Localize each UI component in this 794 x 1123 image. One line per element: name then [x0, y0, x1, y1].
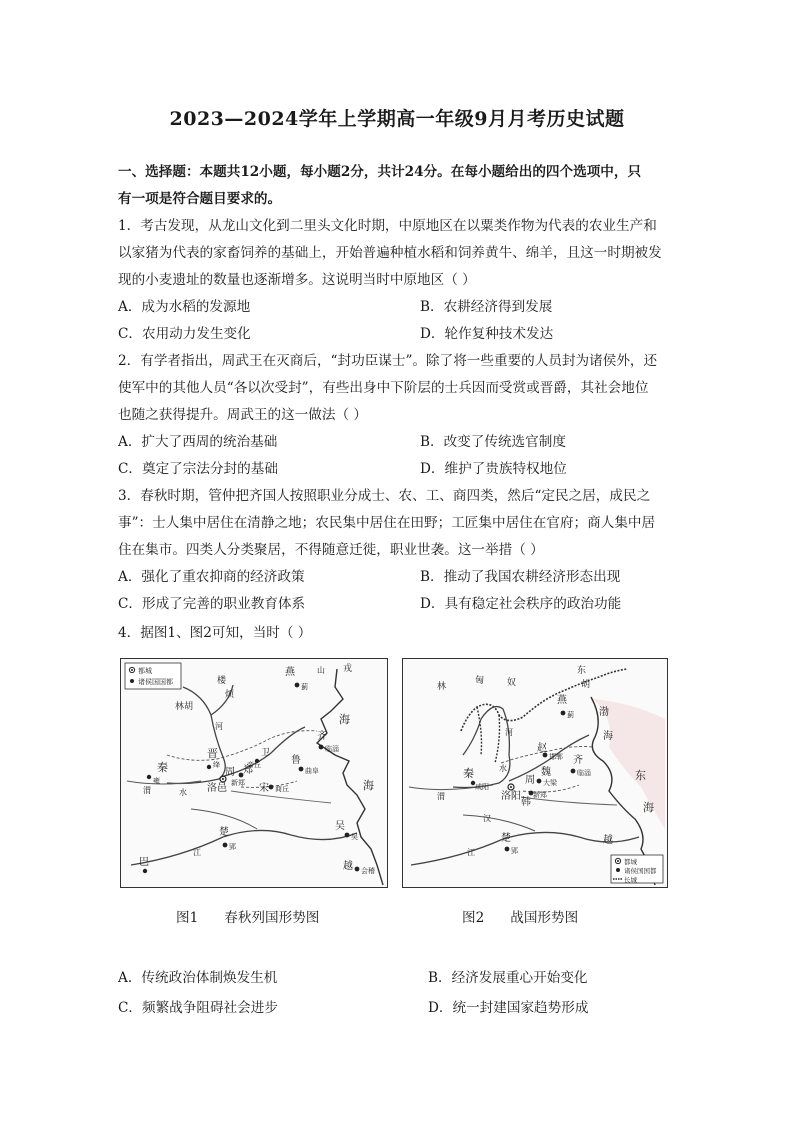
- map-1-label-qufu: 曲阜: [305, 767, 319, 775]
- map-2-label-xinzheng: 新郑: [533, 791, 547, 799]
- q1-option-d[interactable]: D．轮作复种技术发达: [420, 326, 554, 342]
- map-2-legend-wall: 长城: [624, 876, 637, 884]
- map-1-label-fan: 烦: [225, 690, 235, 700]
- map-2-label-hai-1: 海: [603, 731, 613, 742]
- map-2-label-yue: 越: [603, 835, 613, 846]
- map-1-city-kuaiji: [355, 867, 360, 872]
- q2-line-1: 2．有学者指出，周武王在灭商后，“封功臣谋士”。除了将一些重要的人员封为诸侯外，还: [118, 353, 658, 369]
- q4-option-b[interactable]: B．经济发展重心开始变化: [428, 970, 588, 986]
- map-1-label-zhou: 周: [225, 767, 235, 778]
- map-2-label-bo: 渤: [599, 707, 609, 718]
- map-1-label-yan: 燕: [285, 667, 295, 678]
- map-1-label-yong: 雍: [153, 777, 160, 785]
- q2-option-c[interactable]: C．奠定了宗法分封的基础: [118, 461, 278, 477]
- map-1-city-ying: [223, 843, 228, 848]
- caption-figure-2-title: 战国形势图: [510, 910, 579, 926]
- map-2-label-ji: 蓟: [567, 711, 574, 719]
- map-1-label-wei-river: 渭: [143, 786, 151, 795]
- map-2-legend-state-capital: 诸侯国国都: [624, 867, 657, 875]
- map-1-coastline: [317, 669, 383, 885]
- map-spring-autumn: [120, 658, 388, 888]
- map-2-label-jiang: 江: [467, 848, 475, 857]
- map-2-city-daliang: [537, 779, 542, 784]
- q3-option-b[interactable]: B．推动了我国农耕经济形态出现: [420, 569, 621, 585]
- map-1-label-linhu: 林胡: [175, 702, 194, 712]
- map-2-label-linzi: 临淄: [577, 769, 591, 777]
- map-1-city-yong: [147, 775, 151, 779]
- q4-option-a[interactable]: A．传统政治体制焕发生机: [118, 970, 278, 986]
- map-2-drawing: [403, 659, 667, 887]
- map-1-label-wu-state: 吴: [335, 821, 345, 832]
- map-1-label-shangqiu: 商丘: [275, 785, 289, 793]
- map-1-label-song: 宋: [259, 783, 269, 794]
- q3-option-d[interactable]: D．具有稳定社会秩序的政治功能: [420, 596, 622, 612]
- map-2-label-zhao: 赵: [537, 743, 547, 754]
- map-1-city-shangqiu: [269, 785, 274, 790]
- map-1-label-rong: 戎: [343, 664, 353, 674]
- map-1-label-shan: 山: [317, 666, 325, 675]
- map-2-label-han: 韩: [521, 797, 531, 808]
- map-2-label-wei-river: 渭: [437, 792, 445, 801]
- map-1-city-ba: [143, 869, 147, 873]
- q1-option-b[interactable]: B．农耕经济得到发展: [420, 299, 553, 315]
- map-2-label-xiong: 匈: [475, 676, 485, 686]
- map-1-drawing: [121, 659, 387, 887]
- map-1-label-he: 河: [215, 722, 223, 731]
- map-1-legend-state-capital: 诸侯国国都: [138, 678, 173, 686]
- q4-option-d[interactable]: D．统一封建国家趋势形成: [428, 1000, 589, 1016]
- map-1-label-qi: 齐: [317, 731, 327, 742]
- map-1-label-chu: 楚: [219, 827, 229, 838]
- map-1-city-ji: [295, 683, 300, 688]
- map-1-label-water-1: 水: [179, 788, 187, 797]
- map-2-city-ying: [505, 847, 510, 852]
- q3-option-c[interactable]: C．形成了完善的职业教育体系: [118, 596, 306, 612]
- map-1-label-diqiu: 帝丘: [247, 761, 261, 769]
- map-2-great-wall: [461, 669, 627, 731]
- map-1-label-lu: 鲁: [291, 755, 301, 766]
- q1-option-a[interactable]: A．成为水稻的发源地: [118, 299, 251, 315]
- map-1-label-wu-city: 吴: [351, 833, 358, 841]
- map-2-label-ying: 郢: [511, 847, 518, 855]
- map-1-yangtze-river: [131, 830, 357, 865]
- section-heading-line-1: 一、选择题：本题共12小题，每小题2分，共计24分。在每小题给出的四个选项中，只: [118, 164, 642, 180]
- map-1-label-jin: 晋: [207, 747, 218, 760]
- map-2-label-dong: 东: [577, 666, 587, 676]
- q2-option-d[interactable]: D．维护了贵族特权地位: [420, 461, 567, 477]
- map-1-label-ba: 巴: [139, 857, 149, 868]
- map-1-label-yue: 越: [343, 861, 353, 872]
- section-heading-line-2: 有一项是符合题目要求的。: [118, 191, 282, 207]
- map-1-han-river: [191, 809, 257, 829]
- caption-figure-1-number: 图1: [176, 910, 199, 926]
- map-2-label-daliang: 大梁: [543, 779, 557, 787]
- map-2-han-river: [463, 815, 535, 831]
- map-1-label-ji: 蓟: [301, 683, 308, 691]
- svg-text:海: 海: [363, 779, 374, 792]
- q4-option-c[interactable]: C．频繁战争阻碍社会进步: [118, 1000, 278, 1016]
- page-title: 2023—2024学年上学期高一年级9月月考历史试题: [169, 108, 625, 130]
- map-2-label-han-river: 汉: [483, 814, 491, 823]
- map-1-label-ying: 郢: [229, 843, 236, 851]
- map-1-label-kuaiji: 会稽: [361, 867, 375, 875]
- map-2-sea-shade: [593, 699, 665, 829]
- map-1-city-jiang: [207, 765, 211, 769]
- map-2-label-yan: 燕: [557, 695, 567, 706]
- q1-line-2: 以家猪为代表的家畜饲养的基础上，开始普遍种植水稻和饲养黄牛、绵羊，且这一时期被发: [118, 245, 662, 261]
- map-2-label-shui: 水: [499, 764, 507, 773]
- map-1-label-jiang: 绛: [213, 761, 220, 769]
- map-2-label-qi: 齐: [573, 755, 583, 766]
- map-2-legend-capital: 都城: [624, 858, 637, 866]
- q1-line-1: 1．考古发现，从龙山文化到二里头文化时期，中原地区在以粟类作物为代表的农业生产和: [118, 218, 657, 234]
- q3-line-2: 事”：士人集中居住在清静之地；农民集中居住在田野；工匠集中居住在官府；商人集中居: [118, 515, 656, 531]
- map-2-label-xianyang: 咸阳: [475, 783, 489, 791]
- map-1-label-wei-state: 卫: [261, 748, 271, 758]
- map-2-label-nu: 奴: [507, 678, 517, 688]
- q3-line-3: 住在集市。四类人分类聚居，不得随意迁徙，职业世袭。这一举措（ ）: [118, 542, 544, 558]
- map-2-city-ji: [561, 711, 566, 716]
- map-2-city-linzi: [571, 769, 576, 774]
- map-2-label-luoyang: 洛阳: [501, 791, 521, 802]
- map-2-label-zhou: 周: [525, 775, 535, 786]
- q4-stem: 4．据图1、图2可知，当时（ ）: [118, 625, 312, 641]
- map-2-label-hu: 胡: [581, 680, 591, 690]
- q1-line-3: 现的小麦遗址的数量也逐渐增多。这说明当时中原地区（ ）: [118, 272, 476, 288]
- map-2-label-dong-sea: 东: [635, 769, 646, 782]
- caption-figure-1-title: 春秋列国形势图: [224, 910, 320, 926]
- map-1-label-jiang-river: 江: [193, 848, 201, 857]
- map-2-label-hai-2: 海: [643, 801, 654, 814]
- q2-option-b[interactable]: B．改变了传统选官制度: [420, 434, 566, 450]
- q2-option-a[interactable]: A．扩大了西周的统治基础: [118, 434, 278, 450]
- map-1-label-qin: 秦: [157, 761, 168, 774]
- map-1-label-sea-1: 海: [339, 713, 350, 726]
- map-warring-states: [402, 658, 668, 888]
- q2-line-2: 使军中的其他人员“各以次受封”，有些出身中下阶层的士兵因而受赏或晋爵，其社会地位: [118, 380, 649, 396]
- map-2-label-chu: 楚: [501, 833, 511, 844]
- map-1-legend-capital: 都城: [138, 667, 152, 675]
- map-1-label-linzi: 临淄: [325, 745, 339, 753]
- map-1-yellow-river: [167, 685, 305, 784]
- map-1-city-wu: [345, 833, 350, 838]
- map-2-label-handan: 邯郸: [549, 753, 563, 761]
- q2-line-3: 也随之获得提升。周武王的这一做法（ ）: [118, 407, 368, 423]
- map-1-label-zheng: 郑: [243, 765, 253, 776]
- map-2-label-wei: 魏: [541, 767, 551, 778]
- map-1-city-linzi: [319, 745, 324, 750]
- caption-figure-2: [462, 906, 604, 926]
- map-1-legend-state-capital-symbol: [130, 679, 134, 683]
- map-2-label-qin: 秦: [463, 767, 474, 780]
- map-2-label-lin: 林: [437, 682, 447, 692]
- q3-option-a[interactable]: A．强化了重农抑商的经济政策: [118, 569, 305, 585]
- q1-option-c[interactable]: C．农用动力发生变化: [118, 326, 251, 342]
- map-2-label-he: 河: [505, 728, 513, 737]
- map-1-label-xinzheng: 新郑: [231, 779, 245, 787]
- caption-figure-1: [176, 906, 345, 926]
- map-1-label-lou: 楼: [217, 676, 227, 686]
- q3-line-1: 3．春秋时期，管仲把齐国人按照职业分成士、农、工、商四类，然后“定民之居，成民之: [118, 488, 651, 504]
- caption-figure-2-number: 图2: [462, 910, 485, 926]
- map-1-city-qufu: [299, 767, 304, 772]
- map-1-label-luoyi: 洛邑: [207, 783, 227, 794]
